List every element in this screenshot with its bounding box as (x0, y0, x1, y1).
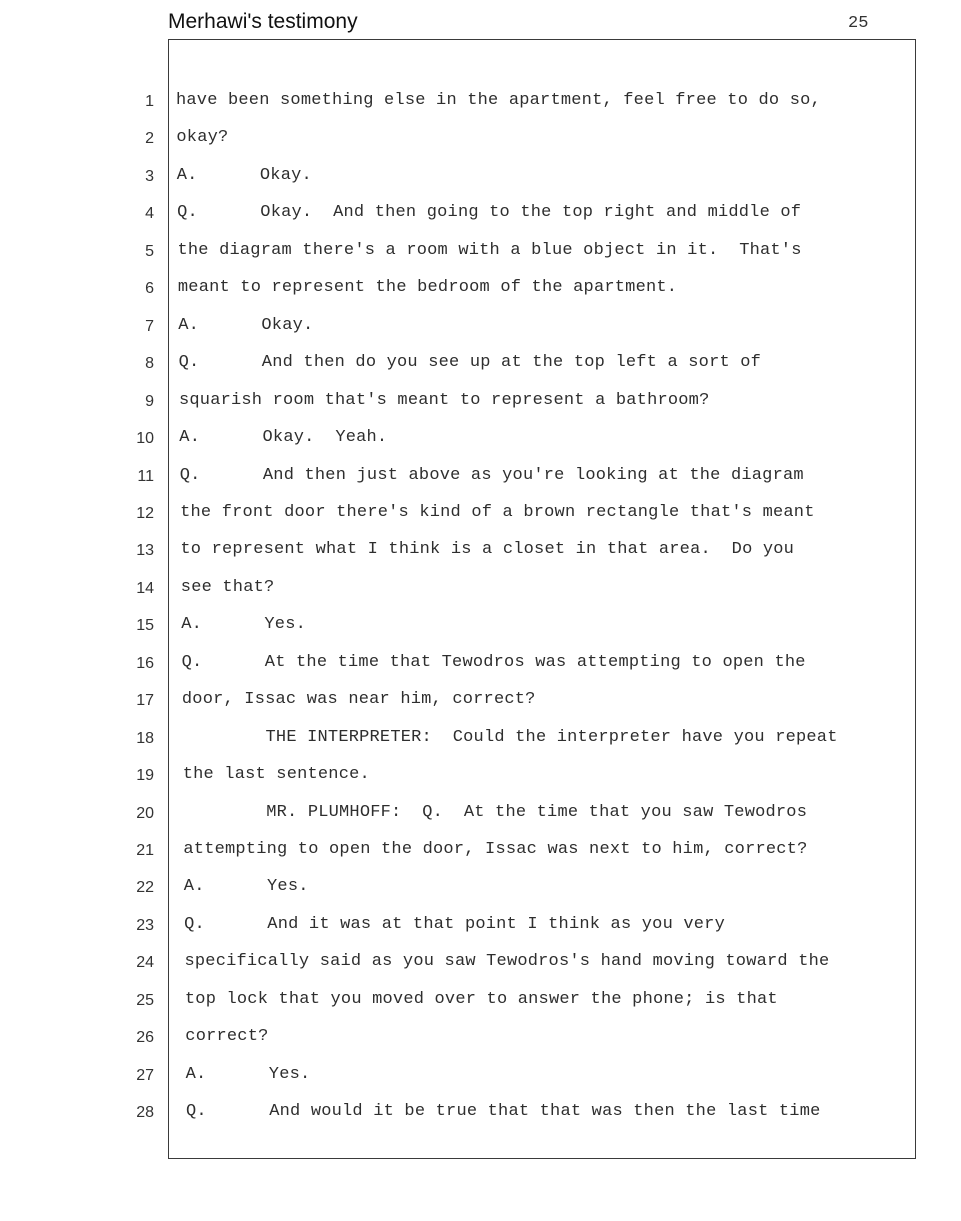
line-text: Q. And would it be true that that was then the last time (186, 1102, 821, 1122)
line-number: 16 (136, 654, 154, 672)
transcript-line (0, 722, 961, 759)
line-text: attempting to open the door, Issac was next to him, correct? (183, 840, 808, 859)
line-text: to represent what I think is a closet in that area. Do you (180, 540, 795, 560)
line-text: A. Yes. (181, 615, 307, 635)
transcript-line (0, 647, 961, 684)
line-number: 1 (145, 93, 154, 110)
line-number: 28 (136, 1104, 154, 1122)
transcript-line (0, 497, 961, 534)
transcript-line (0, 946, 961, 983)
line-number: 12 (136, 504, 154, 522)
line-text: door, Issac was near him, correct? (181, 690, 536, 710)
line-number: 3 (145, 167, 154, 185)
transcript-line (0, 759, 961, 796)
transcript-line (0, 534, 961, 571)
line-number: 21 (136, 842, 154, 859)
line-text: Q. At the time that Tewodros was attempting to open the (181, 652, 806, 672)
line-text: meant to represent the bedroom of the apartment. (177, 278, 678, 298)
transcript-line (0, 235, 961, 272)
transcript-line (0, 85, 961, 122)
transcript-line (0, 160, 961, 197)
line-number: 15 (136, 617, 154, 635)
transcript-line (0, 122, 961, 159)
line-text: the front door there's kind of a brown rectangle that's meant (180, 502, 815, 522)
transcript-line (0, 909, 961, 946)
line-number: 11 (137, 467, 154, 485)
line-number: 7 (145, 317, 154, 335)
transcript-line (0, 460, 961, 497)
line-number: 19 (136, 767, 154, 785)
line-text: okay? (176, 128, 229, 148)
line-text: THE INTERPRETER: Could the interpreter have you repeat (182, 727, 838, 747)
transcript-line (0, 385, 961, 422)
transcript-line (0, 1021, 961, 1058)
transcript-line (0, 347, 961, 384)
transcript-line (0, 310, 961, 347)
transcript-line (0, 572, 961, 609)
transcript-line (0, 422, 961, 459)
line-number: 20 (136, 804, 154, 822)
line-text: A. Yes. (183, 877, 309, 897)
line-text: the last sentence. (182, 765, 370, 785)
document-title: Merhawi's testimony (168, 10, 358, 33)
line-number: 17 (136, 692, 154, 710)
line-text: A. Okay. Yeah. (179, 428, 388, 448)
line-text: Q. And then do you see up at the top left a sort of (178, 353, 762, 373)
transcript-line (0, 684, 961, 721)
line-text: A. Yes. (185, 1064, 311, 1084)
line-number: 27 (136, 1066, 154, 1084)
line-number: 9 (145, 392, 154, 410)
line-text: A. Okay. (176, 165, 312, 185)
line-number: 4 (145, 205, 154, 223)
line-text: A. Okay. (178, 315, 314, 335)
line-text: correct? (185, 1027, 269, 1047)
transcript-line (0, 197, 961, 234)
line-number: 8 (145, 355, 154, 373)
line-number: 24 (136, 954, 154, 972)
line-number: 23 (136, 916, 154, 934)
line-text: the diagram there's a room with a blue object in it. That's (177, 240, 802, 260)
transcript-line (0, 609, 961, 646)
line-text: top lock that you moved over to answer the phone; is that (184, 989, 778, 1009)
line-number: 6 (145, 280, 154, 298)
line-text: specifically said as you saw Tewodros's hand moving toward the (184, 952, 830, 972)
line-text: Q. And it was at that point I think as you very (184, 914, 725, 934)
line-text: Q. And then just above as you're looking at the diagram (179, 465, 804, 485)
page-number: 25 (848, 14, 869, 33)
line-number: 26 (136, 1029, 154, 1047)
line-number: 2 (145, 130, 154, 148)
transcript-line (0, 272, 961, 309)
line-text: see that? (180, 577, 275, 597)
line-text: squarish room that's meant to represent a bathroom? (179, 390, 710, 410)
transcript-line (0, 984, 961, 1021)
transcript-line (0, 871, 961, 908)
line-text: Q. Okay. And then going to the top right and middle of (177, 203, 802, 223)
transcript-line (0, 834, 961, 871)
line-number: 18 (136, 729, 154, 747)
line-number: 25 (136, 991, 154, 1009)
line-number: 22 (136, 879, 154, 897)
line-text: MR. PLUMHOFF: Q. At the time that you saw Tewodros (183, 802, 808, 822)
line-text: have been something else in the apartment, feel free to do so, (176, 91, 821, 110)
line-number: 14 (136, 579, 154, 597)
transcript-line (0, 1096, 961, 1133)
transcript-line (0, 1059, 961, 1096)
transcript-line (0, 797, 961, 834)
line-number: 10 (136, 430, 154, 448)
line-number: 5 (145, 242, 154, 260)
line-number: 13 (136, 542, 154, 560)
